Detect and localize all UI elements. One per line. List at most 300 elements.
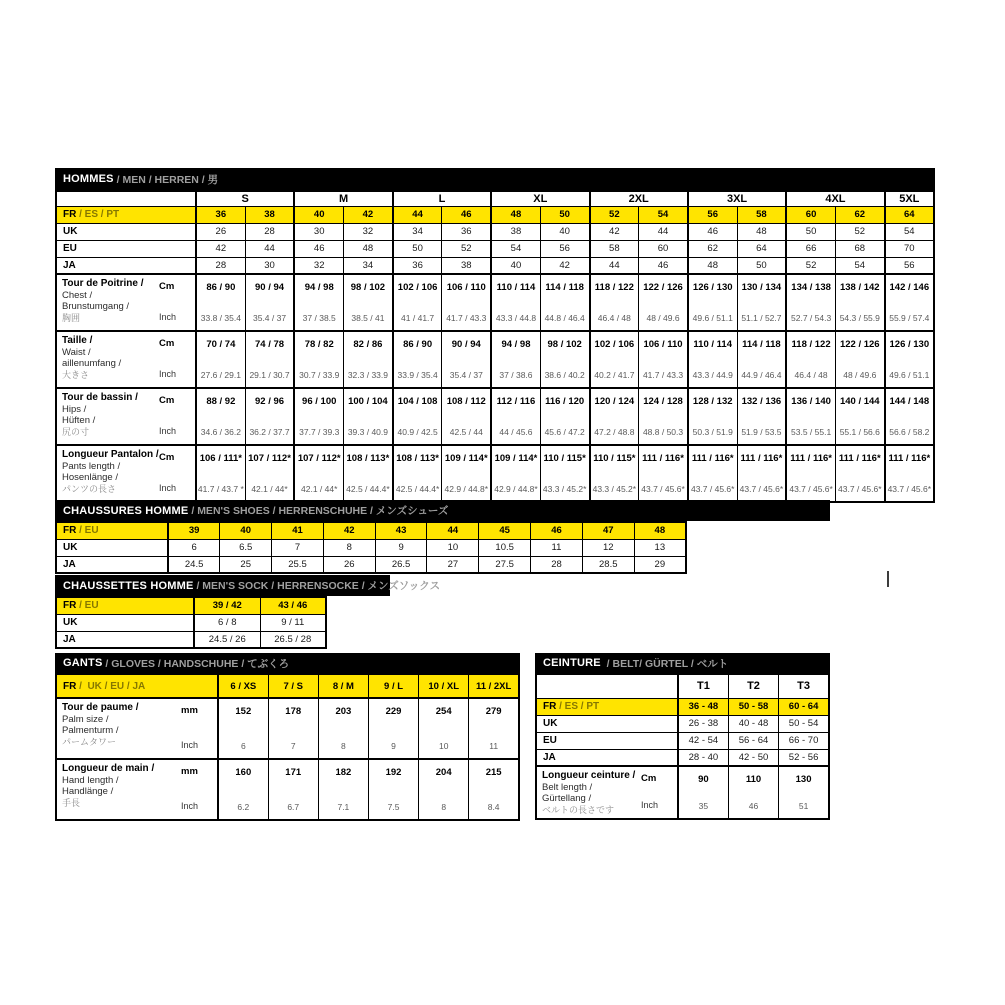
row-label-primary: FR (63, 600, 77, 612)
cm-value: 182 (335, 767, 352, 778)
unit-bottom: Inch (159, 312, 177, 322)
row-label (536, 732, 678, 749)
measure-cell (786, 274, 835, 331)
inch-value: 42.5 / 44.4* (395, 484, 440, 494)
measure-cell (491, 445, 540, 502)
measure-label-line: Hand length / (62, 775, 119, 786)
measure-label-line: Palmenturm / (62, 725, 119, 737)
t-size-header: T3 (779, 674, 829, 698)
value-cell: 39 (168, 522, 220, 539)
cm-value: 136 / 140 (791, 396, 831, 407)
inch-value: 43.7 / 45.6* (789, 484, 833, 494)
value-cell: 30 (245, 257, 294, 274)
value-cell: 28 (531, 556, 583, 573)
measure-cell (835, 274, 884, 331)
cm-value: 130 (795, 774, 812, 785)
men-section-header (55, 168, 935, 190)
row-label (536, 698, 678, 715)
inch-value: 38.6 / 40.2 (544, 370, 585, 380)
socks-size-table (55, 596, 327, 649)
value-cell: 44 (393, 206, 442, 223)
measure-cell (737, 274, 786, 331)
cm-value: 203 (335, 706, 352, 717)
value-cell: 58 (737, 206, 786, 223)
value-cell: 27 (427, 556, 479, 573)
measure-cell (245, 388, 294, 445)
section-title: CEINTURE (543, 657, 601, 669)
value-cell: 50 - 54 (779, 715, 829, 732)
measure-cell (268, 698, 318, 759)
value-cell: 36 (196, 206, 245, 223)
inch-value: 46 (748, 801, 759, 811)
inch-value: 43.7 / 45.6* (641, 484, 685, 494)
cm-value: 279 (485, 706, 502, 717)
belt-section (535, 653, 830, 820)
value-cell: 50 (393, 240, 442, 257)
value-cell: 46 (639, 257, 688, 274)
value-cell: 66 (786, 240, 835, 257)
inch-value: 44 / 45.6 (499, 427, 533, 437)
cm-value: 126 / 130 (889, 339, 930, 350)
measure-cell (639, 445, 688, 502)
cm-value: 134 / 138 (791, 282, 831, 293)
value-cell: 40 - 48 (728, 715, 778, 732)
inch-value: 45.6 / 47.2 (544, 427, 585, 437)
value-cell: 6 (168, 539, 220, 556)
value-cell: 56 (540, 240, 589, 257)
value-cell: 68 (835, 240, 884, 257)
value-cell: 32 (294, 257, 343, 274)
row-label-primary: EU (63, 243, 77, 254)
row-label-primary: JA (63, 633, 76, 645)
measure-cell (344, 331, 393, 388)
value-cell: 9 (375, 539, 427, 556)
value-cell: 42 - 50 (728, 749, 778, 766)
inch-value: 37 / 38.6 (499, 370, 533, 380)
value-cell: 40 (220, 522, 272, 539)
value-cell: 24.5 (168, 556, 220, 573)
row-label-primary: JA (543, 751, 556, 763)
value-cell: 48 (491, 206, 540, 223)
cm-value: 140 / 144 (839, 396, 880, 407)
cm-value: 94 / 98 (501, 339, 531, 350)
cm-value: 108 / 113* (396, 453, 439, 464)
value-cell: 36 - 48 (678, 698, 728, 715)
value-cell: 50 (737, 257, 786, 274)
value-cell: 42 (323, 522, 375, 539)
value-cell: 25.5 (272, 556, 324, 573)
measure-cell (218, 698, 268, 759)
measure-label (56, 388, 196, 445)
corner-blank (536, 674, 678, 698)
inch-value: 27.6 / 29.1 (200, 370, 241, 380)
cm-value: 74 / 78 (255, 339, 285, 350)
measure-cell (469, 698, 519, 759)
men-size-table (55, 190, 935, 503)
measure-label-line: Tour de paume / (62, 702, 139, 713)
inch-value: 38.5 / 41 (351, 313, 385, 323)
row-label-primary: UK (63, 617, 78, 628)
measure-cell (318, 698, 368, 759)
measure-cell (540, 388, 589, 445)
value-cell: 46 (688, 223, 737, 240)
measure-cell (728, 766, 778, 819)
section-title: CHAUSSURES HOMME (63, 504, 189, 517)
measure-label-line: Gürtellang / (542, 793, 592, 805)
measure-cell (245, 274, 294, 331)
measure-cell (678, 766, 728, 819)
size-group-header: 3XL (688, 191, 786, 206)
inch-value: 35.4 / 37 (449, 370, 483, 380)
inch-value: 37 / 38.5 (302, 313, 336, 323)
value-cell: 54 (639, 206, 688, 223)
measure-cell (442, 331, 491, 388)
value-cell: 27.5 (479, 556, 531, 573)
row-label (56, 674, 218, 698)
cm-value: 204 (435, 767, 452, 778)
measure-label-line: Hüften / (62, 415, 96, 427)
inch-value: 51.9 / 53.5 (741, 427, 782, 437)
measure-cell (835, 445, 884, 502)
value-cell: 50 (786, 223, 835, 240)
value-cell: 7 / S (268, 674, 318, 698)
row-label-primary: UK (63, 542, 78, 553)
measure-cell (368, 759, 418, 820)
measure-label (56, 698, 218, 759)
cm-value: 130 / 134 (741, 282, 782, 293)
cm-value: 132 / 136 (741, 396, 782, 407)
value-cell: 52 (835, 223, 884, 240)
inch-value: 34.6 / 36.2 (200, 427, 241, 437)
measure-label-line: Handlänge / (62, 786, 114, 798)
cm-value: 78 / 82 (304, 339, 334, 350)
measure-cell (540, 274, 589, 331)
cm-value: 96 / 100 (302, 396, 337, 407)
cm-value: 110 (745, 774, 762, 785)
value-cell: 42 (590, 223, 639, 240)
cm-value: 128 / 132 (692, 396, 733, 407)
value-cell: 34 (344, 257, 393, 274)
size-group-header: 2XL (590, 191, 688, 206)
row-label-primary: FR (63, 209, 77, 220)
cm-value: 118 / 122 (791, 339, 831, 350)
inch-value: 32.3 / 33.9 (347, 370, 388, 380)
unit-top: mm (181, 705, 198, 716)
measure-cell (196, 331, 245, 388)
measure-label-line: Palm size / (62, 714, 109, 725)
measure-label-line: ベルトの長さです (542, 804, 615, 815)
measure-cell (737, 388, 786, 445)
measure-label (56, 445, 196, 502)
unit-top: Cm (159, 338, 175, 349)
row-label-rest: / EU (76, 525, 99, 537)
size-group-header: L (393, 191, 491, 206)
size-group-header: S (196, 191, 294, 206)
cm-value: 109 / 114* (444, 453, 488, 464)
section-title: GANTS (63, 657, 103, 669)
section-title-secondary: / MEN / HERREN / 男 (113, 173, 219, 186)
value-cell: 58 (590, 240, 639, 257)
stray-mark (887, 571, 889, 587)
value-cell: 60 (639, 240, 688, 257)
cm-value: 106 / 110 (643, 339, 683, 350)
measure-cell (779, 766, 829, 819)
value-cell: 38 (491, 223, 540, 240)
inch-value: 43.3 / 45.2* (592, 484, 637, 494)
measure-label-line: Taille / (62, 335, 93, 346)
cm-value: 192 (385, 767, 402, 778)
value-cell: 48 (737, 223, 786, 240)
cm-value: 82 / 86 (353, 339, 383, 350)
cm-value: 111 / 116* (790, 453, 832, 464)
t-size-header: T1 (678, 674, 728, 698)
measure-cell (442, 274, 491, 331)
size-group-header: M (294, 191, 392, 206)
value-cell: 52 (590, 206, 639, 223)
value-cell: 26 (196, 223, 245, 240)
measure-cell (245, 445, 294, 502)
measure-label-line: パンツの長さ (62, 483, 117, 494)
inch-value: 43.3 / 44.8 (495, 313, 537, 323)
unit-top: Cm (159, 281, 175, 292)
inch-value: 46.4 / 48 (597, 313, 631, 323)
inch-value: 43.3 / 44.9 (692, 370, 733, 380)
measure-cell (688, 274, 737, 331)
cm-value: 171 (285, 767, 302, 778)
measure-cell (835, 331, 884, 388)
cm-value: 109 / 114* (494, 453, 538, 464)
measure-label-line: aillenumfang / (62, 358, 122, 370)
men-section (55, 168, 935, 503)
cm-value: 142 / 146 (889, 282, 930, 293)
measure-cell (590, 388, 639, 445)
inch-value: 35.4 / 37 (252, 313, 287, 323)
unit-bottom: Inch (159, 483, 177, 493)
value-cell: 44 (427, 522, 479, 539)
value-cell: 46 (531, 522, 583, 539)
measure-cell (393, 331, 442, 388)
cm-value: 98 / 102 (547, 339, 582, 350)
value-cell: 54 (885, 223, 934, 240)
row-label-primary: JA (63, 558, 76, 570)
cm-value: 102 / 106 (594, 339, 635, 350)
row-label (56, 223, 196, 240)
cm-value: 110 / 114 (496, 282, 536, 293)
inch-value: 55.9 / 57.4 (889, 313, 930, 323)
unit-top: mm (181, 766, 198, 777)
value-cell: 50 - 58 (728, 698, 778, 715)
inch-value: 30.7 / 33.9 (299, 370, 340, 380)
value-cell: 30 (294, 223, 343, 240)
inch-value: 37.7 / 39.3 (299, 427, 340, 437)
inch-value: 56.6 / 58.2 (889, 427, 930, 437)
value-cell: 34 (393, 223, 442, 240)
cm-value: 106 / 111* (199, 453, 242, 464)
t-size-header: T2 (728, 674, 778, 698)
cm-value: 110 / 115* (543, 453, 586, 464)
measure-label-line: Tour de bassin / (62, 392, 138, 403)
belt-section-header (535, 653, 830, 673)
row-label (56, 257, 196, 274)
inch-value: 36.2 / 37.7 (249, 427, 290, 437)
cm-value: 111 / 116* (888, 453, 931, 464)
inch-value: 42.9 / 44.8* (444, 484, 489, 494)
measure-label (56, 274, 196, 331)
row-label-primary: FR (63, 680, 77, 692)
cm-value: 144 / 148 (889, 396, 930, 407)
value-cell: 24.5 / 26 (194, 631, 260, 648)
measure-cell (196, 274, 245, 331)
measure-cell (737, 445, 786, 502)
section-title: CHAUSSETTES HOMME (63, 579, 194, 592)
cm-value: 138 / 142 (839, 282, 880, 293)
value-cell: 11 (531, 539, 583, 556)
value-cell: 29 (634, 556, 686, 573)
measure-label-line: Hosenlänge / (62, 472, 118, 484)
value-cell: 41 (272, 522, 324, 539)
value-cell: 8 / M (318, 674, 368, 698)
measure-cell (294, 445, 343, 502)
value-cell: 9 / L (368, 674, 418, 698)
inch-value: 43.7 / 45.6* (690, 484, 735, 494)
measure-cell (344, 388, 393, 445)
value-cell: 70 (885, 240, 934, 257)
cm-value: 94 / 98 (304, 282, 334, 293)
measure-cell (688, 388, 737, 445)
inch-value: 33.8 / 35.4 (200, 313, 241, 323)
section-title-secondary: / MEN'S SHOES / HERRENSCHUHE / メンズシューズ (188, 505, 449, 517)
inch-value: 41 / 41.7 (401, 313, 435, 323)
measure-label-line: Longueur ceinture / (542, 770, 636, 781)
measure-cell (885, 445, 934, 502)
inch-value: 39.3 / 40.9 (347, 427, 388, 437)
value-cell: 56 (688, 206, 737, 223)
unit-bottom: Inch (159, 369, 177, 379)
cm-value: 114 / 118 (545, 282, 584, 293)
cm-value: 124 / 128 (643, 396, 683, 407)
measure-label-line: Hips / (62, 404, 87, 415)
row-label-primary: EU (543, 735, 557, 746)
value-cell: 38 (245, 206, 294, 223)
cm-value: 88 / 92 (206, 396, 236, 407)
value-cell: 40 (491, 257, 540, 274)
cm-value: 111 / 116* (642, 453, 684, 464)
cm-value: 215 (485, 767, 502, 778)
value-cell: 10 / XL (419, 674, 469, 698)
cm-value: 107 / 112* (297, 453, 341, 464)
value-cell: 40 (294, 206, 343, 223)
measure-cell (491, 274, 540, 331)
unit-bottom: Inch (181, 740, 199, 750)
inch-value: 8 (341, 741, 346, 751)
inch-value: 51 (798, 801, 809, 811)
measure-cell (737, 331, 786, 388)
inch-value: 43.7 / 45.6* (739, 484, 784, 494)
cm-value: 98 / 102 (350, 282, 386, 293)
inch-value: 43.7 / 45.6* (887, 484, 932, 494)
cm-value: 178 (285, 706, 302, 717)
measure-cell (469, 759, 519, 820)
cm-value: 122 / 126 (643, 282, 683, 293)
inch-value: 48.8 / 50.3 (642, 427, 684, 437)
inch-value: 49.6 / 51.1 (692, 313, 733, 323)
value-cell: 64 (737, 240, 786, 257)
inch-value: 9 (391, 741, 396, 751)
value-cell: 45 (479, 522, 531, 539)
measure-cell (196, 445, 245, 502)
row-label-primary: FR (63, 525, 77, 537)
value-cell: 26 - 38 (678, 715, 728, 732)
value-cell: 42 (540, 257, 589, 274)
value-cell: 28.5 (582, 556, 634, 573)
measure-label-line: 大きさ (62, 369, 90, 380)
measure-cell (294, 274, 343, 331)
value-cell: 60 (786, 206, 835, 223)
value-cell: 28 (196, 257, 245, 274)
inch-value: 53.5 / 55.1 (791, 427, 832, 437)
measure-cell (885, 331, 934, 388)
measure-cell (786, 388, 835, 445)
measure-cell (491, 331, 540, 388)
measure-label (56, 331, 196, 388)
measure-cell (786, 445, 835, 502)
inch-value: 41.7 / 43.3 (642, 370, 684, 380)
value-cell: 10 (427, 539, 479, 556)
shoes-size-table (55, 521, 687, 574)
cm-value: 108 / 112 (446, 396, 486, 407)
measure-cell (786, 331, 835, 388)
value-cell: 28 (245, 223, 294, 240)
size-group-header: 4XL (786, 191, 884, 206)
value-cell: 32 (344, 223, 393, 240)
belt-size-table (535, 673, 830, 820)
cm-value: 111 / 116* (691, 453, 734, 464)
row-label (56, 522, 168, 539)
measure-label-line: Brunstumgang / (62, 301, 130, 313)
measure-label-line: Tour de Poitrine / (62, 278, 144, 289)
value-cell: 38 (442, 257, 491, 274)
inch-value: 8 (441, 802, 447, 812)
inch-value: 50.3 / 51.9 (692, 427, 733, 437)
value-cell: 42 (196, 240, 245, 257)
value-cell: 26 (323, 556, 375, 573)
inch-value: 42.5 / 44.4* (346, 484, 390, 494)
measure-cell (540, 331, 589, 388)
inch-value: 54.3 / 55.9 (839, 313, 880, 323)
cm-value: 114 / 118 (742, 339, 781, 350)
value-cell: 54 (835, 257, 884, 274)
cm-value: 70 / 74 (206, 339, 236, 350)
cm-value: 102 / 106 (397, 282, 438, 293)
value-cell: 26.5 (375, 556, 427, 573)
measure-cell (245, 331, 294, 388)
section-title-secondary: / GLOVES / HANDSCHUHE / てぶくろ (102, 657, 290, 670)
value-cell: 56 (885, 257, 934, 274)
row-label (56, 240, 196, 257)
row-label-rest: / UK / EU / JA (76, 680, 146, 692)
inch-value: 33.9 / 35.4 (397, 370, 438, 380)
row-label (56, 556, 168, 573)
measure-cell (419, 759, 469, 820)
value-cell: 54 (491, 240, 540, 257)
cm-value: 106 / 110 (446, 282, 486, 293)
measure-cell (294, 331, 343, 388)
row-label-rest: / ES / PT (76, 209, 120, 220)
value-cell: 11 / 2XL (469, 674, 519, 698)
measure-cell (218, 759, 268, 820)
value-cell: 43 / 46 (260, 597, 326, 614)
value-cell: 62 (835, 206, 884, 223)
